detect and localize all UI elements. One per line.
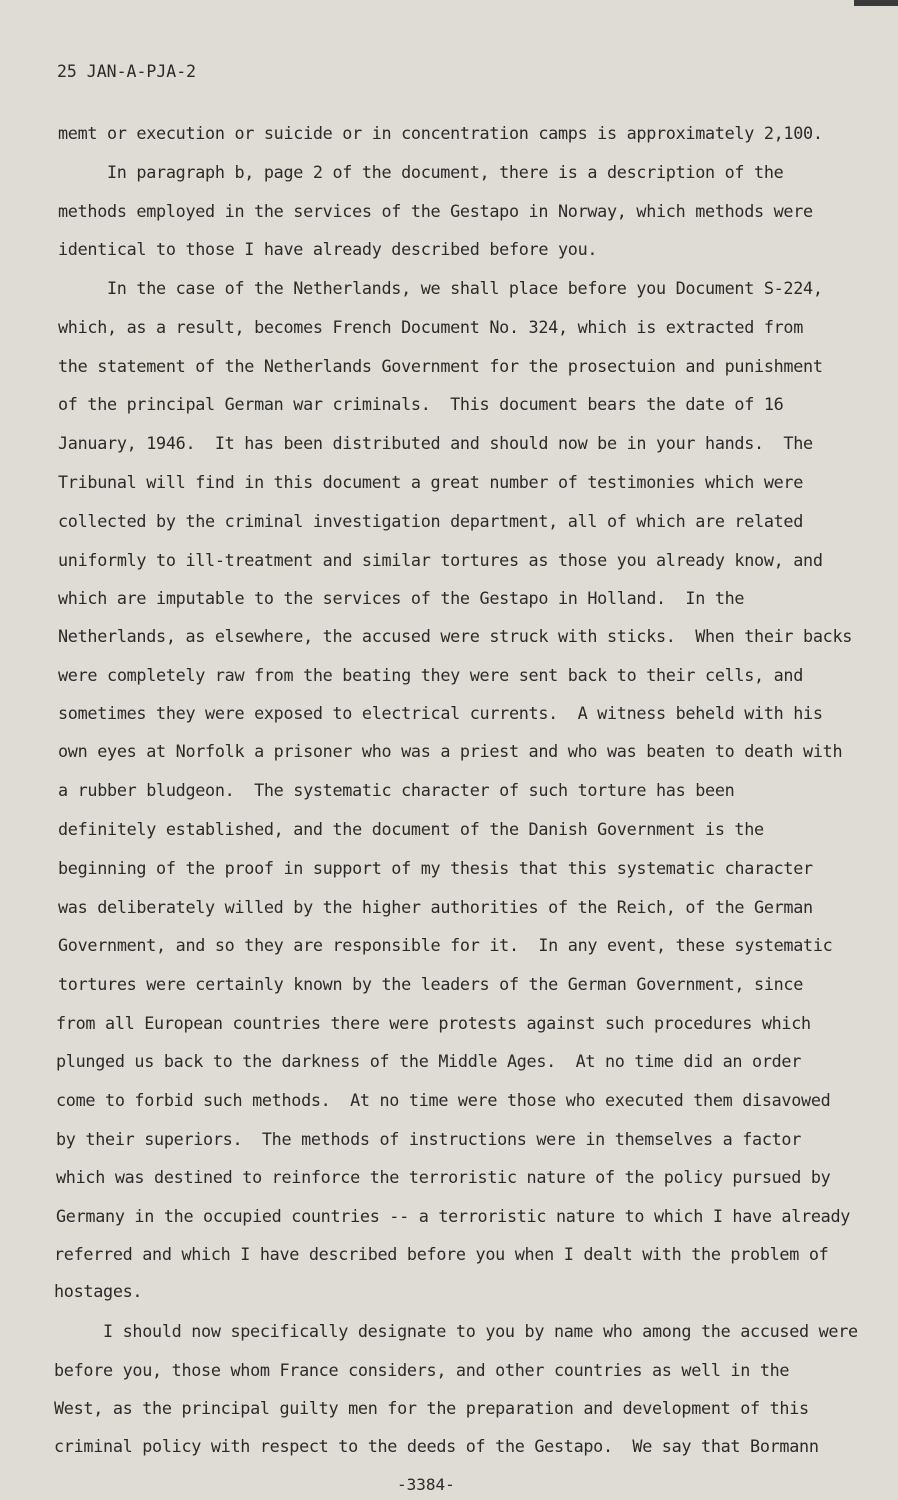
text-line: sometimes they were exposed to electrical currents. A witness beheld with his — [58, 703, 823, 723]
text-line: the statement of the Netherlands Government for the prosectuion and punishment — [58, 356, 823, 376]
text-line: collected by the criminal investigation department, all of which are related — [58, 511, 804, 531]
text-line: Germany in the occupied countries -- a terroristic nature to which I have already — [56, 1206, 851, 1226]
text-line: referred and which I have described before you when I dealt with the problem of — [54, 1244, 829, 1264]
text-line: which was destined to reinforce the terroristic nature of the policy pursued by — [56, 1167, 831, 1187]
text-line: own eyes at Norfolk a prisoner who was a priest and who was beaten to death with — [58, 741, 843, 761]
text-line: tortures were certainly known by the leaders of the German Government, since — [58, 974, 804, 994]
text-line: Government, and so they are responsible for it. In any event, these systematic — [58, 935, 833, 955]
text-line: West, as the principal guilty men for the preparation and development of this — [54, 1398, 809, 1418]
text-line: Tribunal will find in this document a great number of testimonies which were — [58, 472, 804, 492]
text-line: were completely raw from the beating they were sent back to their cells, and — [58, 665, 804, 685]
text-line: uniformly to ill-treatment and similar tortures as those you already know, and — [58, 550, 823, 570]
page-number: -3384- — [397, 1475, 455, 1494]
text-line: In the case of the Netherlands, we shall place before you Document S-224, — [107, 278, 823, 298]
document-id: 25 JAN-A-PJA-2 — [57, 62, 197, 81]
text-line: identical to those I have already described before you. — [58, 239, 598, 259]
text-line: definitely established, and the document of the Danish Government is the — [58, 819, 764, 839]
text-line: Netherlands, as elsewhere, the accused were struck with sticks. When their backs — [58, 626, 853, 646]
text-line: was deliberately willed by the higher authorities of the Reich, of the German — [58, 897, 813, 917]
text-line: a rubber bludgeon. The systematic character of such torture has been — [58, 780, 735, 800]
text-line: before you, those whom France considers, and other countries as well in the — [54, 1360, 790, 1380]
text-line: come to forbid such methods. At no time were those who executed them disavowed — [56, 1090, 831, 1110]
text-line: methods employed in the services of the Gestapo in Norway, which methods were — [58, 201, 813, 221]
text-line: which, as a result, becomes French Document No. 324, which is extracted from — [58, 317, 804, 337]
text-line: January, 1946. It has been distributed and should now be in your hands. The — [58, 433, 813, 453]
text-line: by their superiors. The methods of instructions were in themselves a factor — [56, 1129, 802, 1149]
text-line: plunged us back to the darkness of the Middle Ages. At no time did an order — [56, 1051, 802, 1071]
text-line: memt or execution or suicide or in concentration camps is approximately 2,100. — [58, 123, 823, 143]
text-line: beginning of the proof in support of my thesis that this systematic character — [58, 858, 813, 878]
text-line: criminal policy with respect to the deeds of the Gestapo. We say that Bormann — [54, 1436, 819, 1456]
text-line: In paragraph b, page 2 of the document, there is a description of the — [107, 162, 784, 182]
text-line: which are imputable to the services of the Gestapo in Holland. In the — [58, 588, 745, 608]
text-line: hostages. — [54, 1281, 143, 1301]
text-line: of the principal German war criminals. This document bears the date of 16 — [58, 394, 784, 414]
text-line: from all European countries there were protests against such procedures which — [56, 1013, 811, 1033]
corner-mark — [854, 0, 898, 6]
text-line: I should now specifically designate to you by name who among the accused were — [103, 1321, 858, 1341]
